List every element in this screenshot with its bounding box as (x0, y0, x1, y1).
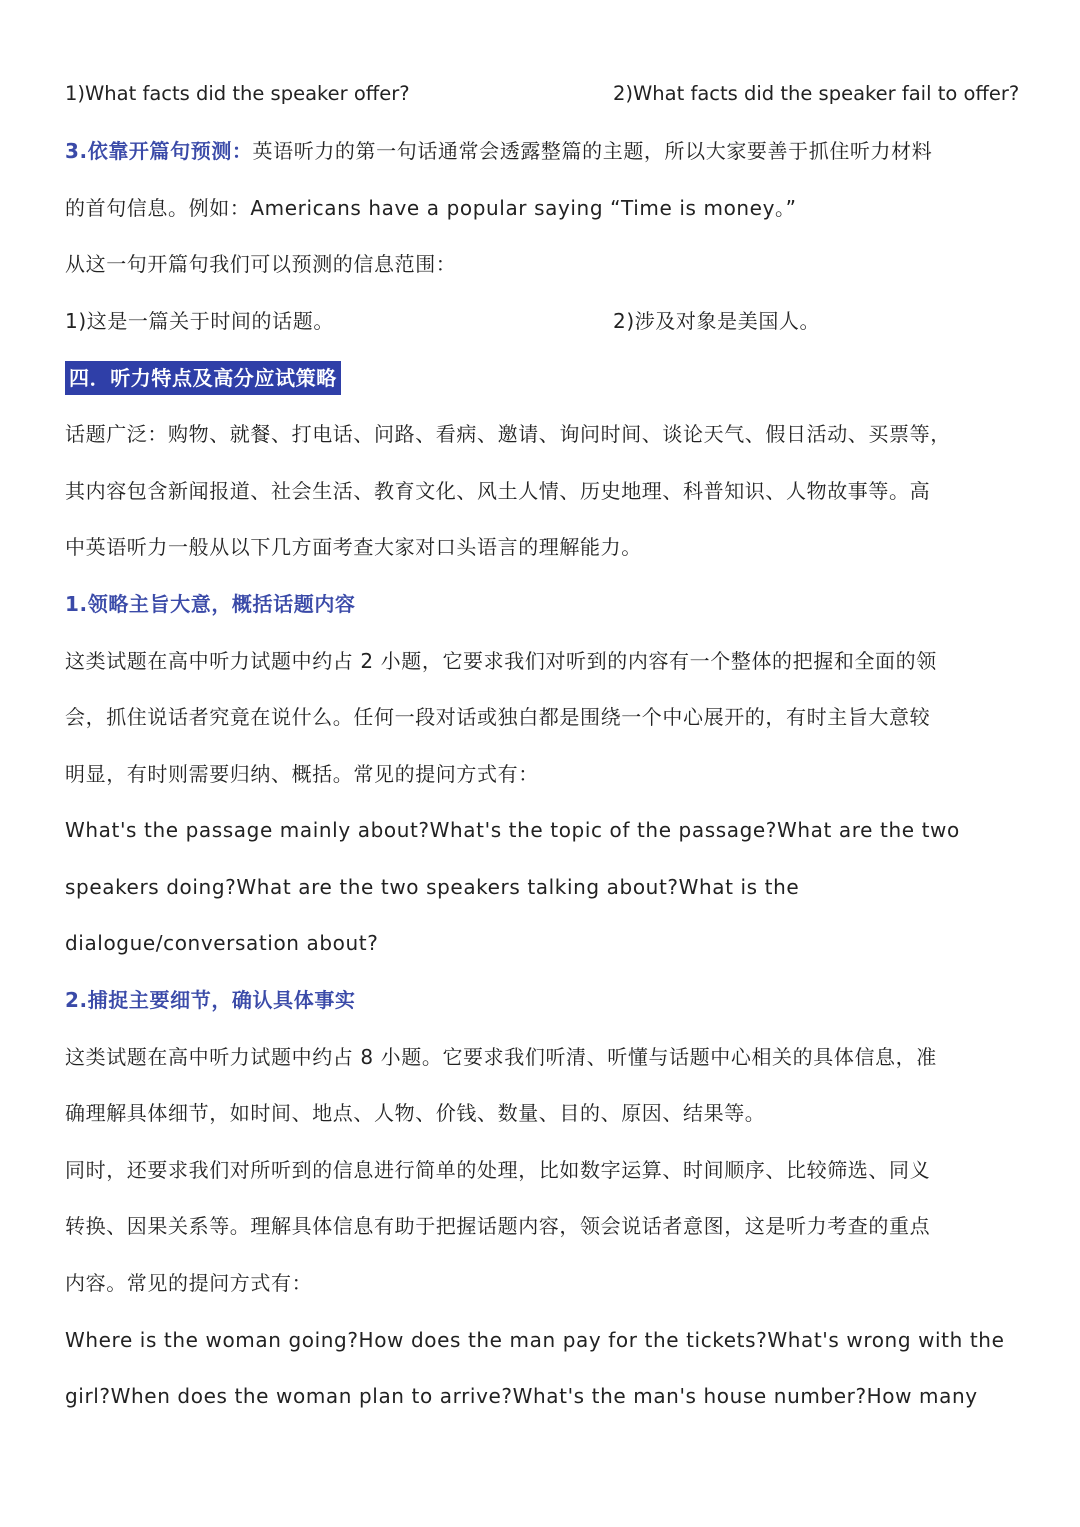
section-4-heading-row (65, 361, 1025, 395)
section-3-line-3: 从这一句开篇句我们可以预测的信息范围： (65, 252, 457, 276)
subsection-1-english-2: speakers doing?What are the two speakers talking about?What is the (65, 875, 800, 899)
subsection-1-para-1: 这类试题在高中听力试题中约占 2 小题，它要求我们对听到的内容有一个整体的把握和全面的领 (65, 649, 937, 673)
subsection-2-english-1: Where is the woman going?How does the man pay for the tickets?What's wrong with the (65, 1328, 1005, 1352)
question-row-1 (65, 78, 1025, 110)
subsection-2-para-1: 这类试题在高中听力试题中约占 8 小题。它要求我们听清、听懂与话题中心相关的具体信息，准 (65, 1045, 937, 1069)
topics-line-2: 其内容包含新闻报道、社会生活、教育文化、风土人情、历史地理、科普知识、人物故事等。高 (65, 479, 931, 503)
subsection-2-para-2: 确理解具体细节，如时间、地点、人物、价钱、数量、目的、原因、结果等。 (65, 1101, 766, 1125)
subsection-2-para-4: 转换、因果关系等。理解具体信息有助于把握话题内容，领会说话者意图，这是听力考查的重点 (65, 1214, 931, 1238)
subsection-1-english-1: What's the passage mainly about?What's the topic of the passage?What are the two (65, 818, 960, 842)
topics-line-3: 中英语听力一般从以下几方面考查大家对口头语言的理解能力。 (65, 535, 642, 559)
section-3-label: 3.依靠开篇句预测： (65, 139, 253, 163)
subsection-1-english-3: dialogue/conversation about? (65, 931, 379, 955)
subsection-2-english-2: girl?When does the woman plan to arrive?What's the man's house number?How many (65, 1384, 978, 1408)
prediction-point-2: 2)涉及对象是美国人。 (613, 309, 821, 333)
question-fail-to-offer: 2)What facts did the speaker fail to offer? (613, 82, 1020, 105)
subsection-2-para-3: 同时，还要求我们对所听到的信息进行简单的处理，比如数字运算、时间顺序、比较筛选、同义 (65, 1158, 931, 1182)
prediction-point-1: 1)这是一篇关于时间的话题。 (65, 309, 334, 333)
section-4-heading: 四．听力特点及高分应试策略 (65, 361, 341, 395)
section-3-line-2: 的首句信息。例如：Americans have a popular saying “Time is money。” (65, 196, 797, 220)
subsection-1-para-3: 明显，有时则需要归纳、概括。常见的提问方式有： (65, 762, 539, 786)
topics-line-1: 话题广泛：购物、就餐、打电话、问路、看病、邀请、询问时间、谈论天气、假日活动、买票等， (65, 422, 951, 446)
prediction-points (65, 305, 1025, 337)
subsection-2-para-5: 内容。常见的提问方式有： (65, 1271, 313, 1295)
section-3-line-1 (65, 135, 1025, 167)
subsection-2-heading: 2.捕捉主要细节，确认具体事实 (65, 988, 356, 1012)
subsection-1-heading: 1.领略主旨大意，概括话题内容 (65, 592, 356, 616)
question-offer: 1)What facts did the speaker offer? (65, 82, 410, 105)
section-3-text: 英语听力的第一句话通常会透露整篇的主题，所以大家要善于抓住听力材料 (252, 139, 933, 163)
subsection-1-para-2: 会，抓住说话者究竟在说什么。任何一段对话或独白都是围绕一个中心展开的，有时主旨大意较 (65, 705, 931, 729)
